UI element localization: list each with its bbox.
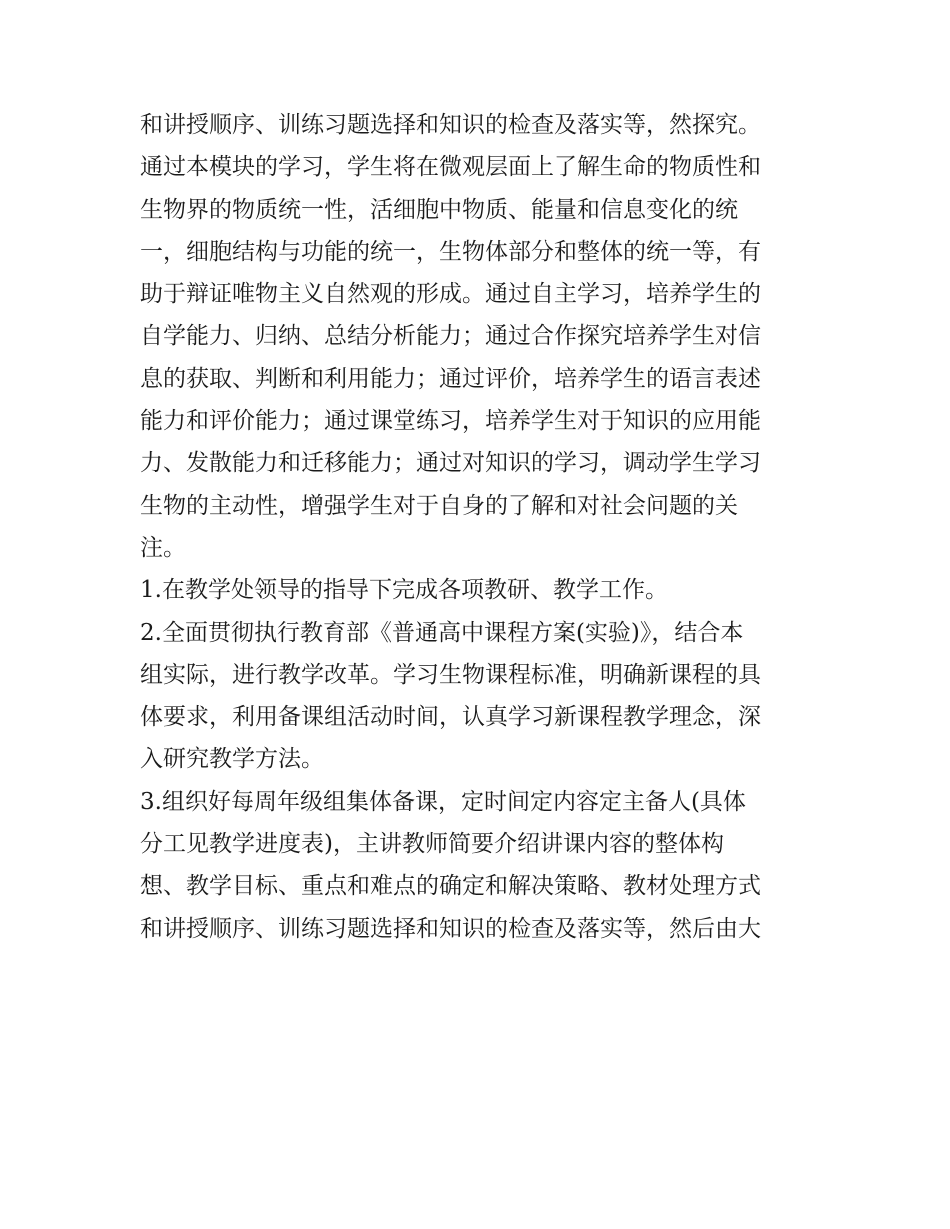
text-line: 和讲授顺序、训练习题选择和知识的检查及落实等，然后由大	[140, 915, 761, 942]
text-line: 力、发散能力和迁移能力；通过对知识的学习，调动学生学习	[140, 450, 761, 477]
text-line: 和讲授顺序、训练习题选择和知识的检查及落实等，然探究。	[140, 112, 761, 138]
text-line: 通过本模块的学习，学生将在微观层面上了解生命的物质性和	[140, 154, 761, 181]
list-item-1: 1.在教学处领导的指导下完成各项教研、教学工作。	[140, 577, 668, 604]
text-line: 息的获取、判断和利用能力；通过评价，培养学生的语言表述	[140, 365, 761, 392]
text-line: 助于辩证唯物主义自然观的形成。通过自主学习，培养学生的	[140, 281, 761, 308]
text-line: 分工见教学进度表)，主讲教师简要介绍讲课内容的整体构	[140, 831, 724, 858]
text-line: 能力和评价能力；通过课堂练习，培养学生对于知识的应用能	[140, 408, 761, 435]
list-item-2: 2.全面贯彻执行教育部《普通高中课程方案(实验)》，结合本	[140, 619, 744, 646]
text-line: 入研究教学方法。	[140, 746, 324, 773]
text-line: 一，细胞结构与功能的统一，生物体部分和整体的统一等，有	[140, 238, 761, 265]
text-line: 体要求，利用备课组活动时间，认真学习新课程教学理念，深	[140, 704, 761, 731]
text-line: 注。	[140, 534, 186, 561]
text-line: 自学能力、归纳、总结分析能力；通过合作探究培养学生对信	[140, 323, 761, 350]
text-line: 想、教学目标、重点和难点的确定和解决策略、教材处理方式	[140, 873, 761, 900]
text-line: 组实际，进行教学改革。学习生物课程标准，明确新课程的具	[140, 661, 761, 688]
text-line: 生物界的物质统一性，活细胞中物质、能量和信息变化的统	[140, 196, 738, 223]
document-body	[140, 104, 820, 950]
list-item-3: 3.组织好每周年级组集体备课，定时间定内容定主备人(具体	[140, 788, 746, 815]
text-line: 生物的主动性，增强学生对于自身的了解和对社会问题的关	[140, 492, 738, 519]
